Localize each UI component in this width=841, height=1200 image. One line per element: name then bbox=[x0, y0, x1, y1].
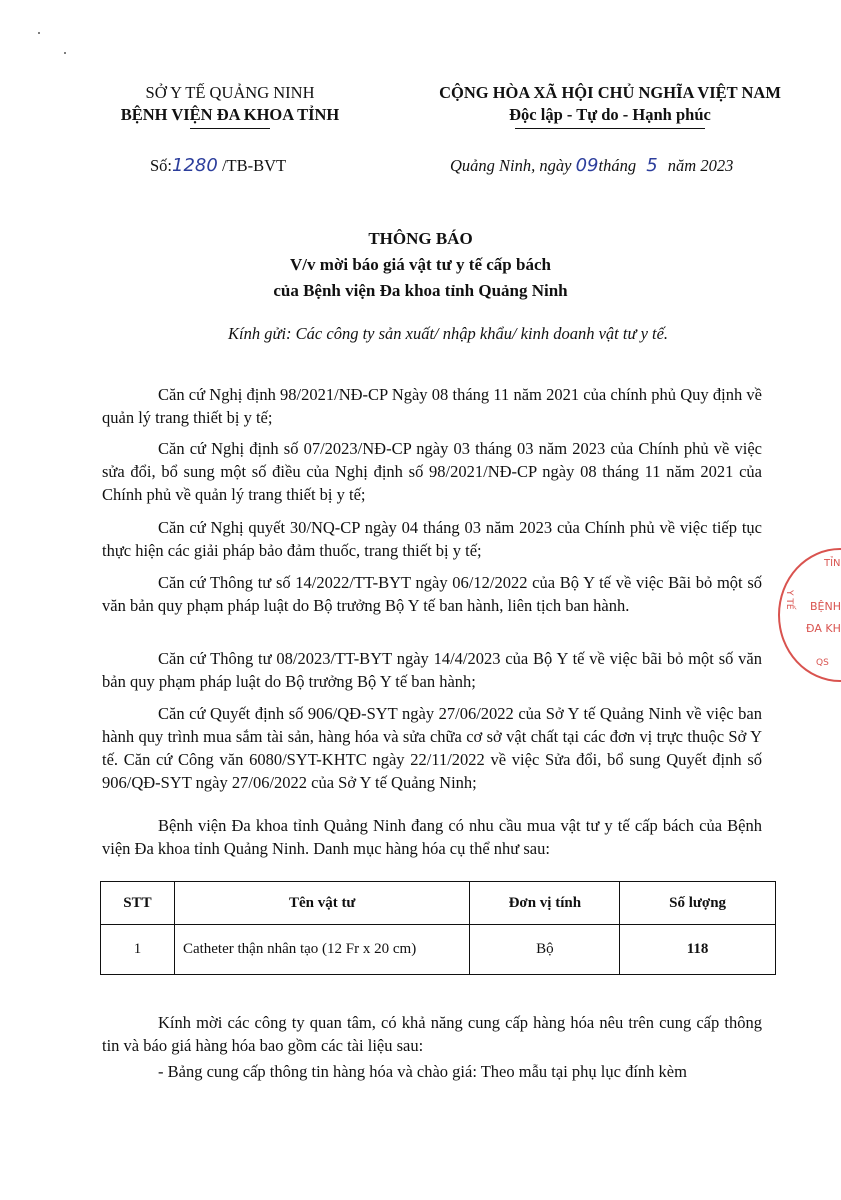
recipient-line: Kính gửi: Các công ty sản xuất/ nhập khẩu/ kinh doanh vật tư y tế. bbox=[228, 324, 669, 343]
doc-number-handwritten: 1280 bbox=[172, 155, 218, 176]
stamp-text-top: TỈN bbox=[824, 558, 841, 569]
stamp-text-side: Y TẾ bbox=[784, 590, 794, 610]
date-line bbox=[450, 155, 733, 176]
stamp-text-bottom: QS bbox=[816, 658, 829, 668]
col-header-unit: Đơn vị tính bbox=[470, 882, 620, 925]
doc-number-suffix: /TB-BVT bbox=[221, 156, 287, 175]
cell-unit: Bộ bbox=[470, 925, 620, 975]
date-year: năm 2023 bbox=[667, 156, 734, 175]
legal-basis-paragraph: Căn cứ Nghị quyết 30/NQ-CP ngày 04 tháng 03 năm 2023 của Chính phủ về việc tiếp tục thực hiện các giải pháp bảo đảm thuốc, trang thiết bị y tế; bbox=[102, 518, 762, 560]
legal-basis-paragraph: Căn cứ Nghị định số 07/2023/NĐ-CP ngày 03 tháng 03 năm 2023 của Chính phủ về việc sửa đổi, bổ sung một số điều của Nghị định số 98/2021/NĐ-CP ngày 08 tháng 11 năm 2021 của Chính phủ về quản lý trang thiết bị y tế; bbox=[102, 439, 762, 504]
official-stamp bbox=[778, 548, 841, 682]
closing-paragraph: Kính mời các công ty quan tâm, có khả năng cung cấp hàng hóa nêu trên cung cấp thông tin và báo giá hàng hóa bao gồm các tài liệu sau: bbox=[102, 1013, 762, 1055]
cell-quantity: 118 bbox=[620, 925, 776, 975]
header-right-underline bbox=[515, 128, 705, 129]
nation-header bbox=[400, 82, 820, 126]
agency-name: SỞ Y TẾ QUẢNG NINH bbox=[145, 83, 315, 102]
closing-bullet: - Bảng cung cấp thông tin hàng hóa và chào giá: Theo mẫu tại phụ lục đính kèm bbox=[158, 1062, 687, 1081]
date-month-word: tháng bbox=[598, 156, 637, 175]
stamp-text-line2: BỆNH bbox=[810, 600, 841, 613]
legal-basis-paragraph: Căn cứ Thông tư 08/2023/TT-BYT ngày 14/4/2023 của Bộ Y tế về việc bãi bỏ một số văn bản quy phạm pháp luật do Bộ trưởng Bộ Y tế ban hành; bbox=[102, 649, 762, 691]
legal-basis-paragraph: Căn cứ Thông tư số 14/2022/TT-BYT ngày 06/12/2022 của Bộ Y tế về việc Bãi bỏ một số văn bản quy phạm pháp luật do Bộ trưởng Bộ Y tế ban hành, liên tịch ban hành. bbox=[102, 573, 762, 615]
date-month-handwritten: 5 bbox=[646, 155, 658, 176]
document-number bbox=[150, 155, 286, 176]
table-row bbox=[101, 925, 776, 975]
hospital-name: BỆNH VIỆN ĐA KHOA TỈNH bbox=[120, 105, 340, 124]
notice-title bbox=[0, 226, 841, 304]
request-paragraph: Bệnh viện Đa khoa tỉnh Quảng Ninh đang có nhu cầu mua vật tư y tế cấp bách của Bệnh viện Đa khoa tỉnh Quảng Ninh. Danh mục hàng hóa cụ thể như sau: bbox=[102, 816, 762, 858]
col-header-quantity: Số lượng bbox=[620, 882, 776, 925]
scan-speck bbox=[38, 32, 40, 34]
table-header-row bbox=[101, 882, 776, 925]
notice-subtitle-1: V/v mời báo giá vật tư y tế cấp bách bbox=[290, 255, 551, 274]
nation-motto: Độc lập - Tự do - Hạnh phúc bbox=[509, 105, 711, 124]
date-place: Quảng Ninh, ngày bbox=[450, 156, 572, 175]
notice-title-main: THÔNG BÁO bbox=[368, 229, 473, 248]
legal-basis-paragraph: Căn cứ Nghị định 98/2021/NĐ-CP Ngày 08 tháng 11 năm 2021 của chính phủ Quy định về quản lý trang thiết bị y tế; bbox=[102, 385, 762, 427]
legal-basis-paragraph: Căn cứ Quyết định số 906/QĐ-SYT ngày 27/06/2022 của Sở Y tế Quảng Ninh về việc ban hành quy trình mua sắm tài sản, hàng hóa và sửa chữa cơ sở vật chất tại các đơn vị trực thuộc Sở Y tế. Căn cứ Công văn 6080/SYT-KHTC ngày 22/11/2022 về việc Sửa đổi, bổ sung Quyết định số 906/QĐ-SYT ngày 27/06/2022 của Sở Y tế Quảng Ninh; bbox=[102, 704, 762, 792]
col-header-item-name: Tên vật tư bbox=[174, 882, 470, 925]
cell-stt: 1 bbox=[101, 925, 175, 975]
nation-name: CỘNG HÒA XÃ HỘI CHỦ NGHĨA VIỆT NAM bbox=[439, 83, 781, 102]
doc-number-prefix: Số: bbox=[150, 156, 173, 175]
cell-item-name: Catheter thận nhân tạo (12 Fr x 20 cm) bbox=[174, 925, 470, 975]
date-day-handwritten: 09 bbox=[575, 155, 599, 176]
agency-header bbox=[95, 82, 365, 126]
notice-subtitle-2: của Bệnh viện Đa khoa tỉnh Quảng Ninh bbox=[273, 281, 568, 300]
header-left-underline bbox=[190, 128, 270, 129]
col-header-stt: STT bbox=[101, 882, 175, 925]
stamp-text-line3: ĐA KH bbox=[806, 622, 841, 635]
items-table bbox=[100, 881, 776, 975]
scan-speck bbox=[64, 52, 66, 54]
